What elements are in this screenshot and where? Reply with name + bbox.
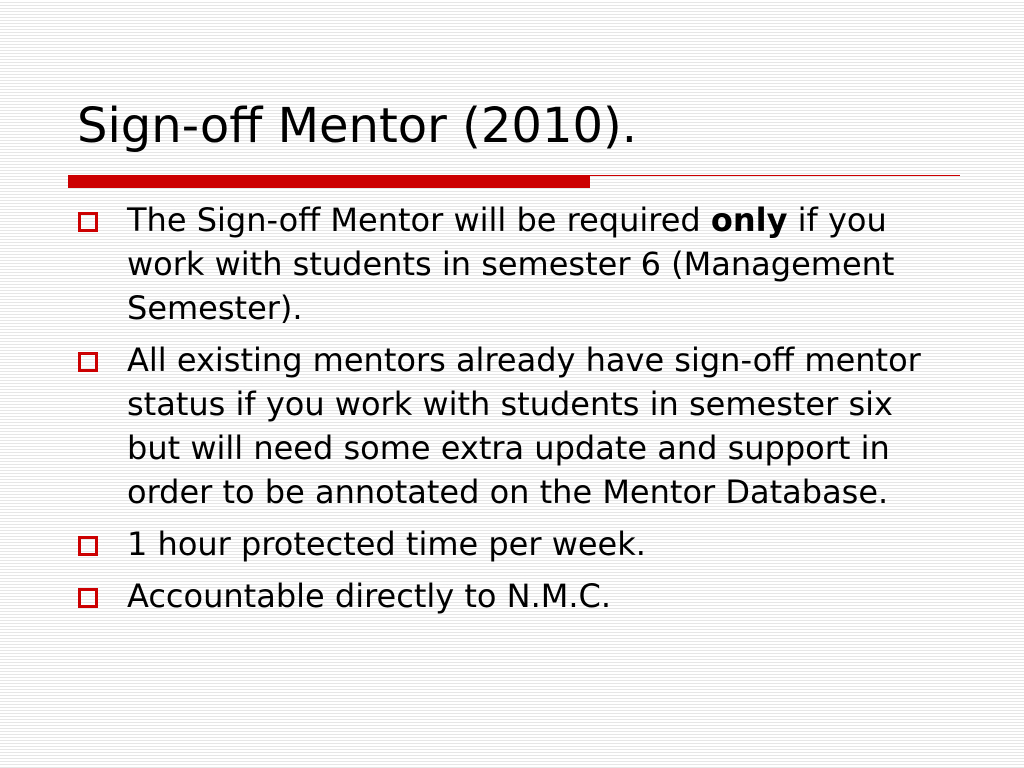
bullet-text — [127, 198, 948, 330]
title-rule-thin — [590, 175, 960, 176]
bullet-text-rest: if you work with students in semester 6 (Management Semester). — [127, 201, 895, 327]
hollow-square-bullet-icon — [78, 588, 98, 608]
bullet-item-sign-off-requirement — [78, 198, 948, 330]
bullet-list — [78, 198, 948, 626]
title-rule-thick — [68, 175, 590, 188]
bullet-text: Accountable directly to N.M.C. — [127, 577, 612, 615]
hollow-square-bullet-icon — [78, 352, 98, 372]
slide-title: Sign-off Mentor (2010). — [77, 98, 638, 154]
bottom-rule — [68, 692, 956, 693]
bullet-item-protected-time — [78, 522, 948, 566]
bullet-text-lead: The Sign-off Mentor will be required — [127, 201, 711, 239]
bullet-item-accountability — [78, 574, 948, 618]
bullet-text-emphasis: only — [710, 201, 788, 239]
bullet-item-existing-mentors — [78, 338, 948, 514]
hollow-square-bullet-icon — [78, 212, 98, 232]
bullet-text: 1 hour protected time per week. — [127, 525, 646, 563]
bullet-text: All existing mentors already have sign-off mentor status if you work with students in semester six but will need some extra update and support in order to be annotated on the Mentor Database. — [127, 341, 921, 511]
hollow-square-bullet-icon — [78, 536, 98, 556]
